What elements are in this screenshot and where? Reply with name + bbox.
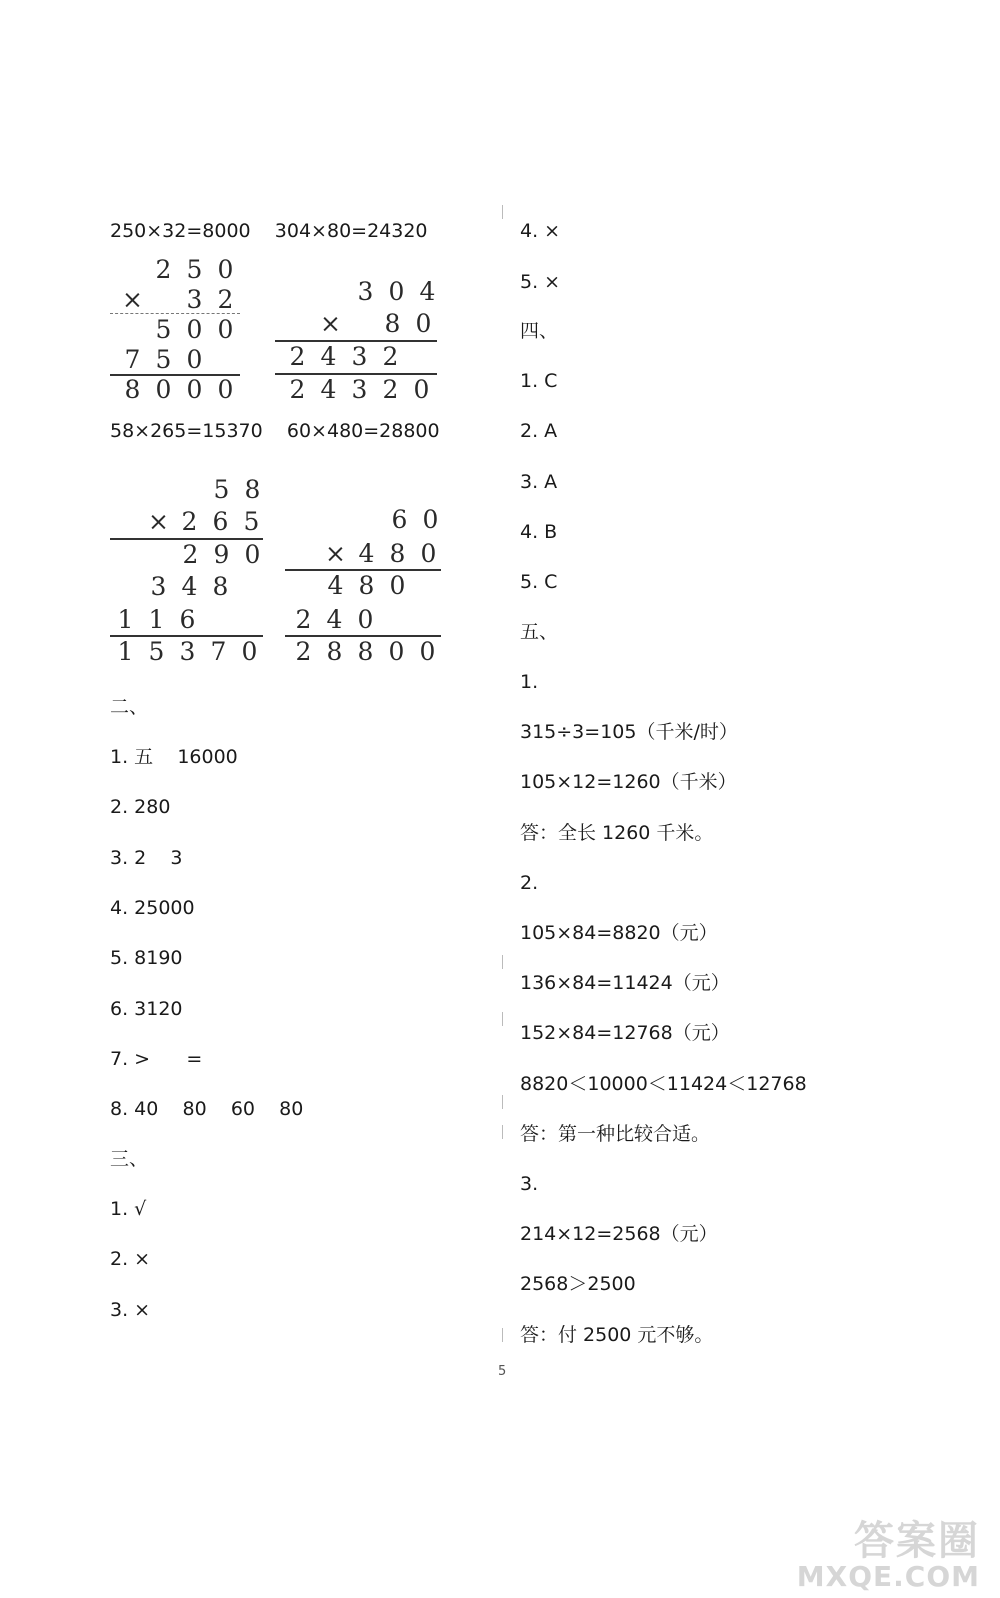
answer-line: 1. xyxy=(520,671,539,693)
calc-row xyxy=(110,637,265,666)
calc-digit: × xyxy=(122,285,143,314)
section-heading-3: 三、 xyxy=(110,1148,149,1170)
calc-digit: 6 xyxy=(212,507,229,536)
watermark-en: MXQE.COM xyxy=(796,1560,980,1593)
calc-digit: 5 xyxy=(148,637,165,666)
answer-line: 3. A xyxy=(520,470,558,493)
calc-digit: × xyxy=(148,507,169,536)
calc-digit: 0 xyxy=(241,637,258,666)
calc-digit: 1 xyxy=(117,637,134,666)
calc-digit: 2 xyxy=(382,342,399,371)
calc-digit: 0 xyxy=(186,375,203,404)
calc-digit: 5 xyxy=(155,315,172,344)
answer-line: 1. C xyxy=(520,370,558,392)
calc-digit: 0 xyxy=(420,539,437,568)
page-number: 5 xyxy=(498,1364,507,1379)
calc-row xyxy=(282,342,406,371)
answer-line: 3. × xyxy=(110,1298,151,1321)
calc-row xyxy=(288,605,381,634)
answer-line: 2. 280 xyxy=(110,796,171,819)
answer-line: 2. A xyxy=(520,420,558,443)
column-divider-mark xyxy=(502,1095,503,1109)
answer-line: 4. B xyxy=(520,520,558,543)
watermark-cn: 答案圈 xyxy=(854,1518,980,1564)
column-divider-mark xyxy=(502,955,503,969)
calc-digit: 0 xyxy=(357,605,374,634)
calc-digit: 4 xyxy=(320,342,337,371)
answer-line: 8. 40 80 60 80 xyxy=(110,1098,304,1121)
section-heading-5: 五、 xyxy=(520,621,559,643)
answer-line: 2568＞2500 xyxy=(520,1273,636,1296)
calc-digit: 7 xyxy=(210,637,227,666)
calc-digit: 0 xyxy=(217,255,234,284)
column-divider-mark xyxy=(502,205,503,219)
calc-digit: 1 xyxy=(148,605,165,634)
calc-digit: 2 xyxy=(295,637,312,666)
calc-digit: 4 xyxy=(320,375,337,404)
calc-digit: 0 xyxy=(186,315,203,344)
answer-line: 152×84=12768（元） xyxy=(520,1022,730,1045)
calc-digit: 8 xyxy=(124,375,141,404)
calc-digit: 2 xyxy=(382,375,399,404)
calc-row xyxy=(148,255,241,284)
calc-digit: 4 xyxy=(358,539,375,568)
calc-row xyxy=(282,375,437,404)
calc-digit: 0 xyxy=(217,375,234,404)
calc-row xyxy=(148,315,241,344)
calc-digit: 0 xyxy=(415,309,432,338)
calc-row xyxy=(117,345,210,374)
answer-line: 3. xyxy=(520,1173,539,1195)
answer-line: 答：第一种比较合适。 xyxy=(520,1122,711,1145)
answer-line: 2. × xyxy=(110,1248,151,1271)
calc-digit: 2 xyxy=(295,605,312,634)
calc-digit: 0 xyxy=(413,375,430,404)
answer-line: 4. 25000 xyxy=(110,896,195,919)
calc-digit: 4 xyxy=(419,277,436,306)
calc-digit: 8 xyxy=(389,539,406,568)
calc-digit: 0 xyxy=(217,315,234,344)
calc-digit: 2 xyxy=(217,285,234,314)
calc-digit: 0 xyxy=(422,505,439,534)
calc-row xyxy=(320,539,444,568)
calc-digit: 6 xyxy=(179,605,196,634)
calc-row xyxy=(206,475,268,504)
calc-digit: 2 xyxy=(155,255,172,284)
answer-line: 4. × xyxy=(520,220,561,242)
answer-line: 答：付 2500 元不够。 xyxy=(520,1323,714,1346)
calc-digit: 0 xyxy=(388,637,405,666)
answer-line: 1. √ xyxy=(110,1198,147,1220)
calc-digit: 8 xyxy=(357,637,374,666)
calc-digit xyxy=(346,309,377,338)
calc-digit: 3 xyxy=(179,637,196,666)
calc-row xyxy=(117,375,241,404)
equation-line-1: 250×32=8000 304×80=24320 xyxy=(110,220,428,242)
calc-row xyxy=(288,637,443,666)
answer-line: 136×84=11424（元） xyxy=(520,972,730,995)
answer-line: 105×84=8820（元） xyxy=(520,922,718,944)
answer-line: 答：全长 1260 千米。 xyxy=(520,821,714,844)
answer-line: 8820＜10000＜11424＜12768 xyxy=(520,1072,807,1095)
calc-row xyxy=(117,285,241,314)
calc-digit: 9 xyxy=(213,540,230,569)
calc-digit: 5 xyxy=(243,507,260,536)
calc-row xyxy=(143,507,267,536)
answer-line: 1. 五 16000 xyxy=(110,746,238,768)
calc-digit: 2 xyxy=(182,540,199,569)
calc-row xyxy=(320,571,413,600)
calc-row xyxy=(110,605,203,634)
calc-digit: 0 xyxy=(186,345,203,374)
answer-line: 105×12=1260（千米） xyxy=(520,771,737,794)
calc-digit: 6 xyxy=(391,505,408,534)
answer-line: 315÷3=105（千米/时） xyxy=(520,721,738,744)
calc-digit: × xyxy=(320,309,341,338)
column-divider-mark xyxy=(502,1328,503,1342)
calc-digit: 2 xyxy=(289,342,306,371)
calc-digit: 4 xyxy=(327,571,344,600)
calc-digit: 0 xyxy=(155,375,172,404)
calc-row xyxy=(175,540,268,569)
section-heading-4: 四、 xyxy=(520,320,559,342)
watermark-logo xyxy=(797,1520,980,1592)
calc-digit: × xyxy=(325,539,346,568)
calc-digit: 8 xyxy=(244,475,261,504)
calc-digit: 5 xyxy=(213,475,230,504)
calc-digit: 3 xyxy=(351,375,368,404)
answer-line: 214×12=2568（元） xyxy=(520,1223,718,1246)
calc-row xyxy=(143,572,236,601)
calc-digit: 0 xyxy=(419,637,436,666)
equation-line-2: 58×265=15370 60×480=28800 xyxy=(110,420,440,442)
calc-row xyxy=(384,505,446,534)
column-divider-mark xyxy=(502,1125,503,1139)
section-heading-2: 二、 xyxy=(110,696,149,718)
calc-digit: 3 xyxy=(150,572,167,601)
calc-row xyxy=(350,277,443,306)
answer-line: 2. xyxy=(520,871,539,894)
calc-row xyxy=(315,309,439,338)
column-divider-mark xyxy=(502,1012,503,1026)
calc-digit: 8 xyxy=(326,637,343,666)
answer-line: 5. 8190 xyxy=(110,947,183,970)
calc-digit: 8 xyxy=(384,309,401,338)
calc-digit: 3 xyxy=(186,285,203,314)
answer-line: 7. > = xyxy=(110,1047,203,1070)
calc-digit: 4 xyxy=(326,605,343,634)
calc-digit xyxy=(148,285,179,314)
calc-digit: 2 xyxy=(289,375,306,404)
calc-digit: 5 xyxy=(186,255,203,284)
answer-line: 5. C xyxy=(520,571,558,594)
answer-line: 3. 2 3 xyxy=(110,846,183,869)
calc-digit: 3 xyxy=(351,342,368,371)
answer-line: 6. 3120 xyxy=(110,997,183,1020)
calc-digit: 0 xyxy=(388,277,405,306)
calc-digit: 8 xyxy=(358,571,375,600)
calc-digit: 7 xyxy=(124,345,141,374)
calc-digit: 0 xyxy=(244,540,261,569)
calc-digit: 4 xyxy=(181,572,198,601)
answer-line: 5. × xyxy=(520,270,561,293)
calc-digit: 8 xyxy=(212,572,229,601)
calc-digit: 5 xyxy=(155,345,172,374)
calc-digit: 0 xyxy=(389,571,406,600)
calc-digit: 2 xyxy=(181,507,198,536)
calc-digit: 1 xyxy=(117,605,134,634)
divider-dashed xyxy=(110,313,240,314)
calc-digit: 3 xyxy=(357,277,374,306)
